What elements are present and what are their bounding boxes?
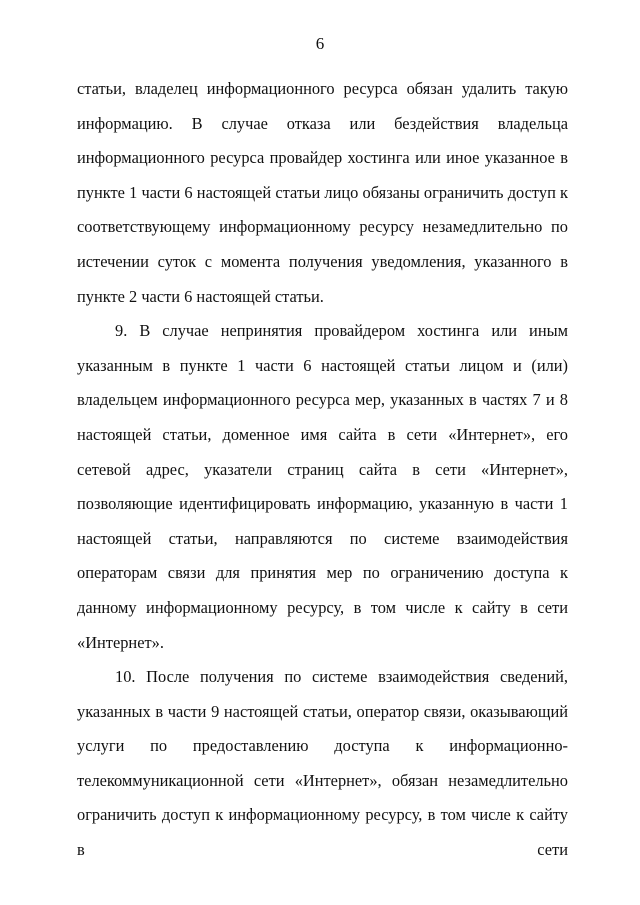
paragraph-continuation: статьи, владелец информационного ресурса обязан удалить такую информацию. В случае отказа или бездействия владельца информационного ресурса провайдер хостинга или иное указанное в пункте 1 части 6 настоящей статьи лицо обязаны ограничить доступ к соответствующему информационному ресурсу незамедлительно по истечении суток с момента получения уведомления, указанного в пункте 2 части 6 настоящей статьи. (77, 79, 568, 306)
paragraph-9: 9. В случае непринятия провайдером хостинга или иным указанным в пункте 1 части 6 настоящей статьи лицом и (или) владельцем информационного ресурса мер, указанных в частях 7 и 8 настоящей статьи, доменное имя сайта в сети «Интернет», его сетевой адрес, указатели страниц сайта в сети «Интернет», позволяющие идентифицировать информацию, указанную в части 1 настоящей статьи, направляются по системе взаимодействия операторам связи для принятия мер по ограничению доступа к данному информационному ресурсу, в том числе к сайту в сети «Интернет». (77, 321, 568, 652)
paragraph-10: 10. После получения по системе взаимодействия сведений, указанных в части 9 настоящей статьи, оператор связи, оказывающий услуги по предоставлению доступа к информационно-телекоммуникационной сети «Интернет», обязан незамедлительно ограничить доступ к информационному ресурсу, в том числе к сайту в сети (77, 667, 568, 860)
page-number: 6 (315, 34, 325, 53)
document-body (77, 72, 568, 868)
